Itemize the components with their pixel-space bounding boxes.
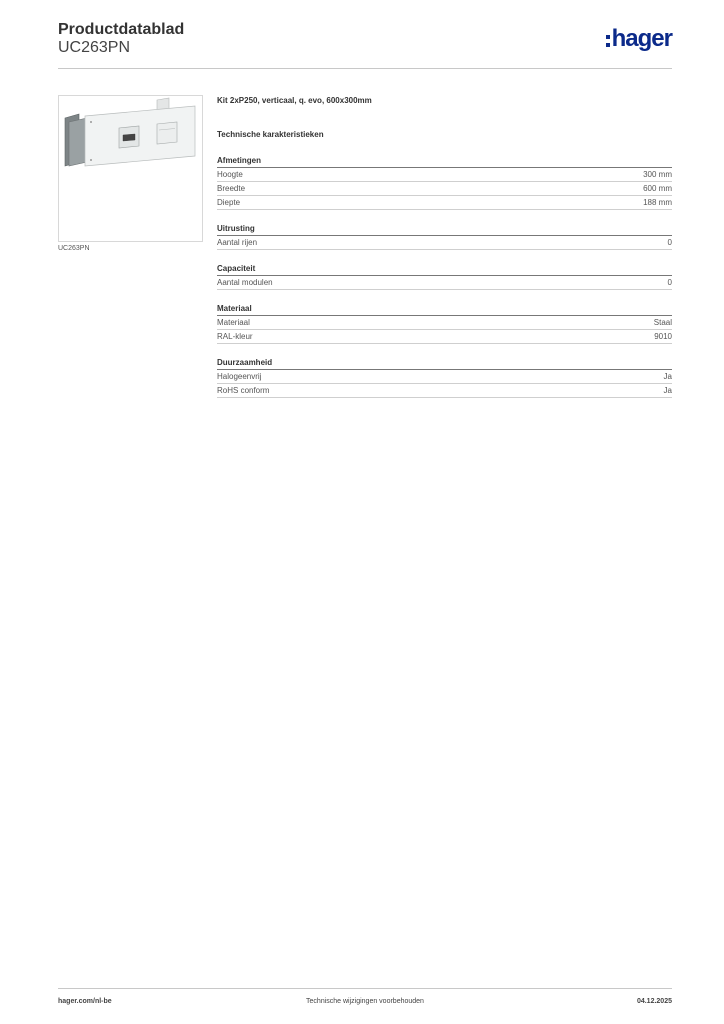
product-code: UC263PN	[58, 39, 131, 56]
product-image	[58, 95, 203, 242]
section-materiaal	[217, 304, 672, 344]
spec-label: Breedte	[217, 184, 246, 193]
section-title: Duurzaamheid	[217, 358, 672, 370]
section-capaciteit	[217, 264, 672, 290]
document-title: Productdatablad	[58, 21, 185, 38]
spec-label: Materiaal	[217, 318, 250, 327]
spec-value: 0	[667, 278, 672, 287]
spec-label: Hoogte	[217, 170, 243, 179]
spec-row	[217, 384, 672, 398]
tech-characteristics-title: Technische karakteristieken	[217, 130, 324, 139]
product-kit-icon	[59, 96, 202, 241]
product-details	[217, 96, 672, 398]
section-title: Afmetingen	[217, 156, 672, 168]
spec-row	[217, 370, 672, 384]
spec-value: 600 mm	[643, 184, 672, 193]
spec-row	[217, 168, 672, 182]
spec-value: Ja	[663, 372, 672, 381]
page-header	[58, 20, 672, 68]
spec-row	[217, 182, 672, 196]
section-duurzaamheid	[217, 358, 672, 398]
section-title: Uitrusting	[217, 224, 672, 236]
footer-divider	[58, 988, 672, 989]
section-afmetingen	[217, 156, 672, 210]
footer-website-link[interactable]: hager.com/nl-be	[58, 998, 112, 1005]
product-image-caption: UC263PN	[58, 245, 90, 252]
page-footer	[58, 998, 672, 1010]
spec-row	[217, 196, 672, 210]
spec-value: 188 mm	[643, 198, 672, 207]
spec-label: RAL-kleur	[217, 332, 253, 341]
spec-value: 0	[667, 238, 672, 247]
spec-row	[217, 316, 672, 330]
spec-value: 9010	[654, 332, 672, 341]
product-description: Kit 2xP250, verticaal, q. evo, 600x300mm	[217, 96, 372, 105]
spec-row	[217, 276, 672, 290]
spec-label: Aantal modulen	[217, 278, 273, 287]
hager-logo	[606, 26, 672, 52]
footer-date: 04.12.2025	[636, 998, 672, 1005]
spec-row	[217, 236, 672, 250]
spec-value: Staal	[653, 318, 672, 327]
header-divider	[58, 68, 672, 69]
spec-row	[217, 330, 672, 344]
spec-label: Diepte	[217, 198, 241, 207]
logo-dots-icon	[606, 35, 610, 47]
spec-label: Halogeenvrij	[217, 372, 262, 381]
section-uitrusting	[217, 224, 672, 250]
spec-label: RoHS conform	[217, 386, 270, 395]
spec-label: Aantal rijen	[217, 238, 258, 247]
footer-disclaimer: Technische wijzigingen voorbehouden	[306, 998, 424, 1005]
section-title: Capaciteit	[217, 264, 672, 276]
logo-text: hager	[611, 25, 672, 52]
section-title: Materiaal	[217, 304, 672, 316]
spec-value: 300 mm	[643, 170, 672, 179]
spec-value: Ja	[663, 386, 672, 395]
